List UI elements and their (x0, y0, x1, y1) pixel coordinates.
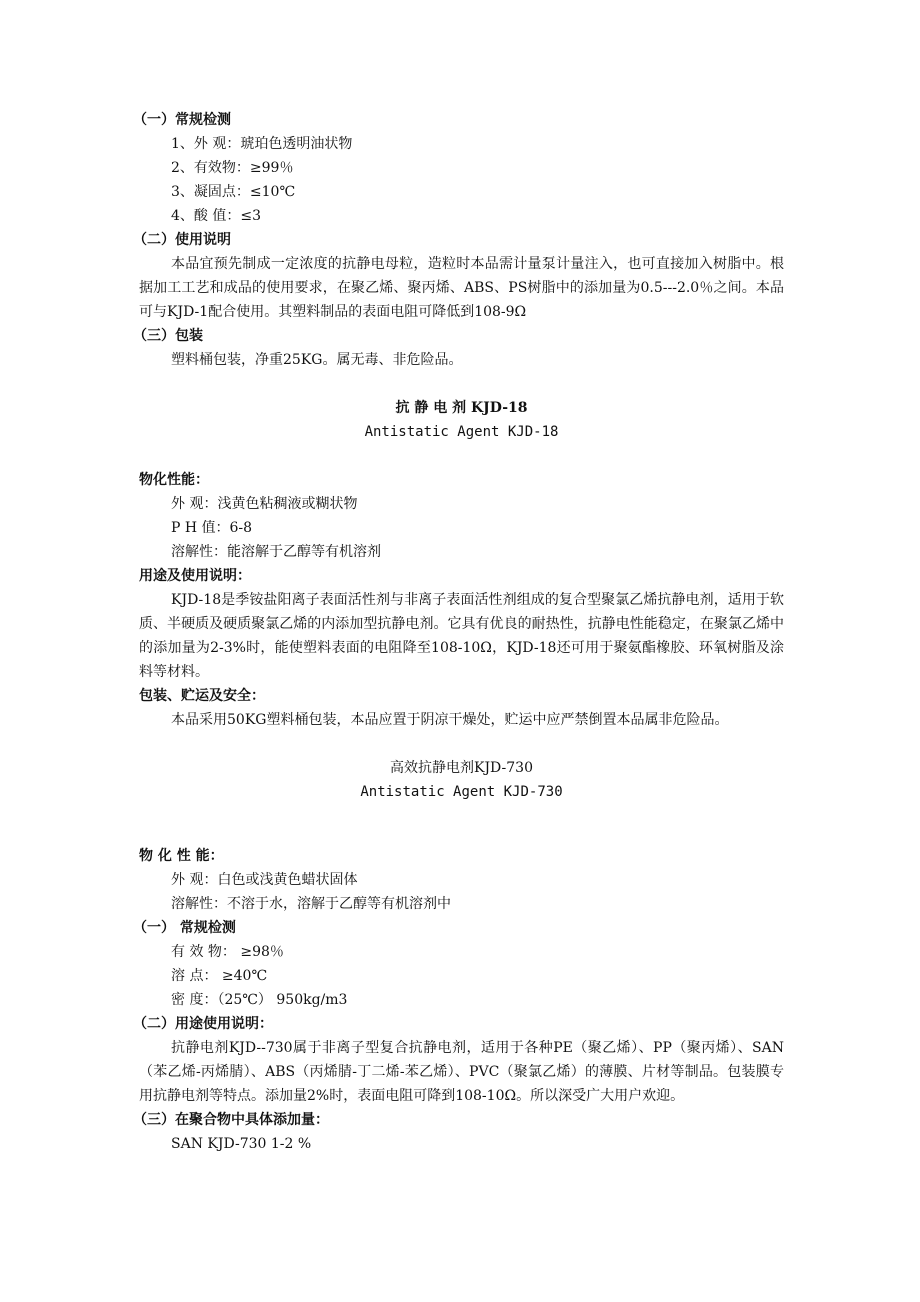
prop-density: 密 度：（25℃） 950kg/m3 (171, 992, 348, 1008)
prop-appearance: 1、外 观：琥珀色透明油状物 (171, 136, 353, 152)
heading-usage-kjd18: 用途及使用说明： (139, 568, 251, 584)
prop-appearance-kjd18: 外 观：浅黄色粘稠液或糊状物 (171, 496, 358, 512)
usage-paragraph: 本品宜预先制成一定浓度的抗静电母粒，造粒时本品需计量泵计量注入，也可直接加入树脂中。根据加工工艺和成品的使用要求，在聚乙烯、聚丙烯、ABS、PS树脂中的添加量为0.5---2.0％之间。本品可与KJD-1配合使用。其塑料制品的表面电阻可降低到108-9Ω (139, 256, 784, 320)
prop-solubility-kjd18: 溶解性：能溶解于乙醇等有机溶剂 (171, 544, 381, 560)
heading-usage-kjd730: （二）用途使用说明： (133, 1016, 273, 1032)
heading-physchem-properties-kjd730: 物 化 性 能： (139, 848, 224, 864)
prop-acid-value: 4、酸 值：≤3 (171, 208, 261, 224)
heading-packaging-kjd18: 包装、贮运及安全： (139, 688, 265, 704)
prop-ph-value: P H 值：6-8 (171, 520, 253, 536)
heading-routine-test-kjd730: （一） 常规检测 (133, 920, 236, 936)
product-title-en-kjd730: Antistatic Agent KJD-730 (360, 784, 563, 800)
prop-appearance-kjd730: 外 观：白色或浅黄色蜡状固体 (171, 872, 358, 888)
prop-active-content: 2、有效物：≥99％ (171, 160, 294, 176)
packaging-text: 塑料桶包装，净重25KG。属无毒、非危险品。 (171, 352, 463, 368)
heading-packaging: （三）包装 (133, 328, 203, 344)
usage-paragraph-kjd18: KJD-18是季铵盐阳离子表面活性剂与非离子表面活性剂组成的复合型聚氯乙烯抗静电剂，适用于软质、半硬质及硬质聚氯乙烯的内添加型抗静电剂。它具有优良的耐热性，抗静电性能稳定，在聚氯乙烯中的添加量为2-3%时，能使塑料表面的电阻降至108-10Ω，KJD-18还可用于聚氨酯橡胶、环氧树脂及涂料等材料。 (139, 592, 784, 680)
document-page (133, 108, 784, 1156)
prop-active-content-kjd730: 有 效 物： ≥98％ (171, 944, 284, 960)
heading-usage: （二）使用说明 (133, 232, 231, 248)
dosage-san: SAN KJD-730 1-2 % (171, 1136, 312, 1152)
prop-freezing-point: 3、凝固点：≤10℃ (171, 184, 296, 200)
packaging-text-kjd18: 本品采用50KG塑料桶包装，本品应置于阴凉干燥处，贮运中应严禁倒置本品属非危险品。 (171, 712, 729, 728)
product-title-cn-kjd730: 高效抗静电剂KJD-730 (389, 760, 533, 776)
prop-melting-point: 溶 点： ≥40℃ (171, 968, 268, 984)
product-title-cn-kjd18: 抗 静 电 剂 KJD-18 (395, 400, 528, 416)
heading-physchem-properties: 物化性能： (139, 472, 209, 488)
heading-routine-test: （一）常规检测 (133, 112, 231, 128)
heading-dosage: （三）在聚合物中具体添加量： (133, 1112, 329, 1128)
prop-solubility-kjd730: 溶解性：不溶于水，溶解于乙醇等有机溶剂中 (171, 896, 451, 912)
usage-paragraph-kjd730: 抗静电剂KJD--730属于非离子型复合抗静电剂，适用于各种PE（聚乙烯）、PP（聚丙烯）、SAN（苯乙烯-丙烯腈）、ABS（丙烯腈-丁二烯-苯乙烯）、PVC（聚氯乙烯）的薄膜、片材等制品。包装膜专用抗静电剂等特点。添加量2%时，表面电阻可降到108-10Ω。所以深受广大用户欢迎。 (139, 1040, 784, 1104)
product-title-en-kjd18: Antistatic Agent KJD-18 (364, 424, 559, 440)
